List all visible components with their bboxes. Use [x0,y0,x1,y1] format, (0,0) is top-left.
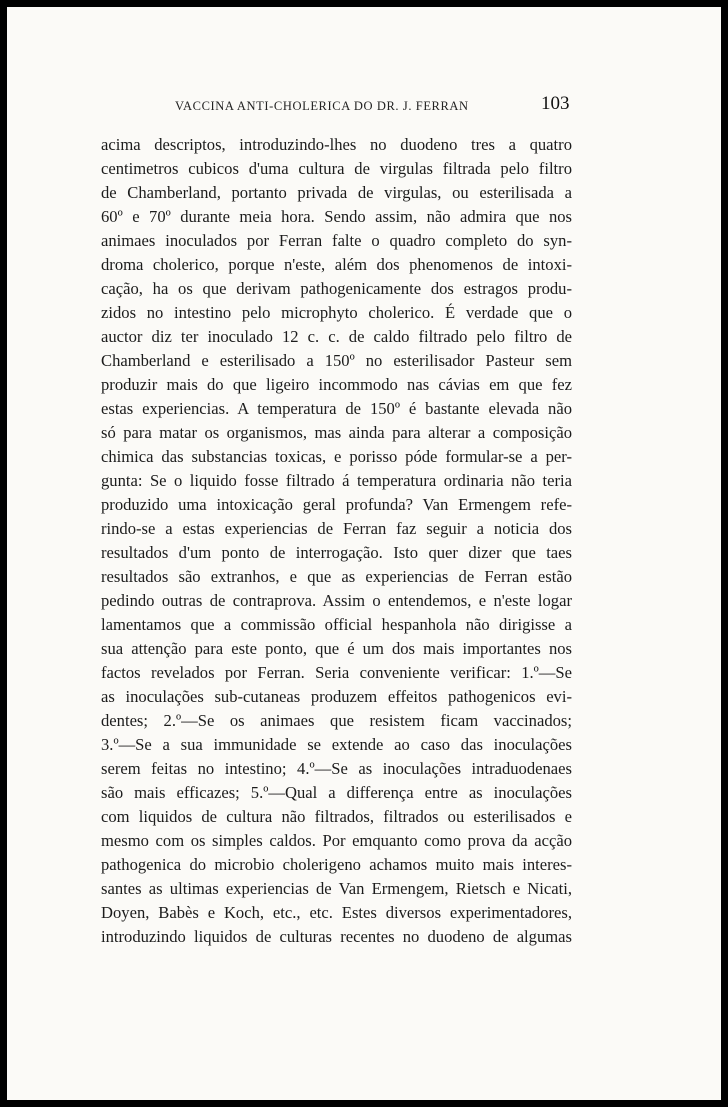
text-line: chimica das substancias toxicas, e porisso póde formular-se a per- [101,447,572,466]
running-title: VACCINA ANTI-CHOLERICA DO DR. J. FERRAN [175,99,469,113]
body-text [101,133,572,949]
text-line: resultados d'um ponto de interrogação. Isto quer dizer que taes [101,543,572,562]
text-line: só para matar os organismos, mas ainda para alterar a composição [101,423,572,442]
text-line: auctor diz ter inoculado 12 c. c. de caldo filtrado pelo filtro de [101,327,572,346]
text-line: lamentamos que a commissão official hespanhola não dirigisse a [101,615,572,634]
text-line: produzido uma intoxicação geral profunda? Van Ermengem refe- [101,495,572,514]
text-line: resultados são extranhos, e que as experiencias de Ferran estão [101,567,572,586]
text-line: estas experiencias. A temperatura de 150º é bastante elevada não [101,399,572,418]
text-line: cação, ha os que derivam pathogenicamente dos estragos produ- [101,279,572,298]
text-line: factos revelados por Ferran. Seria conveniente verificar: 1.º—Se [101,663,572,682]
book-page [7,7,721,1100]
text-line: produzir mais do que ligeiro incommodo nas cávias em que fez [101,375,572,394]
text-line: droma cholerico, porque n'este, além dos phenomenos de intoxi- [101,255,572,274]
text-line: 3.º—Se a sua immunidade se extende ao caso das inoculações [101,735,572,754]
text-line: pedindo outras de contraprova. Assim o entendemos, e n'este logar [101,591,572,610]
page-number: 103 [541,93,570,114]
text-line: sua attenção para este ponto, que é um dos mais importantes nos [101,639,572,658]
text-line: introduzindo liquidos de culturas recentes no duodeno de algumas [101,927,572,946]
text-line: pathogenica do microbio cholerigeno achamos muito mais interes- [101,855,572,874]
text-line: rindo-se a estas experiencias de Ferran faz seguir a noticia dos [101,519,572,538]
text-line: mesmo com os simples caldos. Por emquanto como prova da acção [101,831,572,850]
page-header [7,93,721,117]
text-line: são mais efficazes; 5.º—Qual a differença entre as inoculações [101,783,572,802]
text-line: centimetros cubicos d'uma cultura de virgulas filtrada pelo filtro [101,159,572,178]
text-line: Doyen, Babès e Koch, etc., etc. Estes diversos experimentadores, [101,903,572,922]
text-line: serem feitas no intestino; 4.º—Se as inoculações intraduodenaes [101,759,572,778]
text-line: de Chamberland, portanto privada de virgulas, ou esterilisada a [101,183,572,202]
text-line: Chamberland e esterilisado a 150º no esterilisador Pasteur sem [101,351,572,370]
text-line: as inoculações sub-cutaneas produzem effeitos pathogenicos evi- [101,687,572,706]
text-line: dentes; 2.º—Se os animaes que resistem ficam vaccinados; [101,711,572,730]
text-line: santes as ultimas experiencias de Van Ermengem, Rietsch e Nicati, [101,879,572,898]
text-line: gunta: Se o liquido fosse filtrado á temperatura ordinaria não teria [101,471,572,490]
text-line: zidos no intestino pelo microphyto cholerico. É verdade que o [101,303,572,322]
text-line: acima descriptos, introduzindo-lhes no duodeno tres a quatro [101,135,572,154]
text-line: animaes inoculados por Ferran falte o quadro completo do syn- [101,231,572,250]
text-line: 60º e 70º durante meia hora. Sendo assim, não admira que nos [101,207,572,226]
text-line: com liquidos de cultura não filtrados, filtrados ou esterilisados e [101,807,572,826]
